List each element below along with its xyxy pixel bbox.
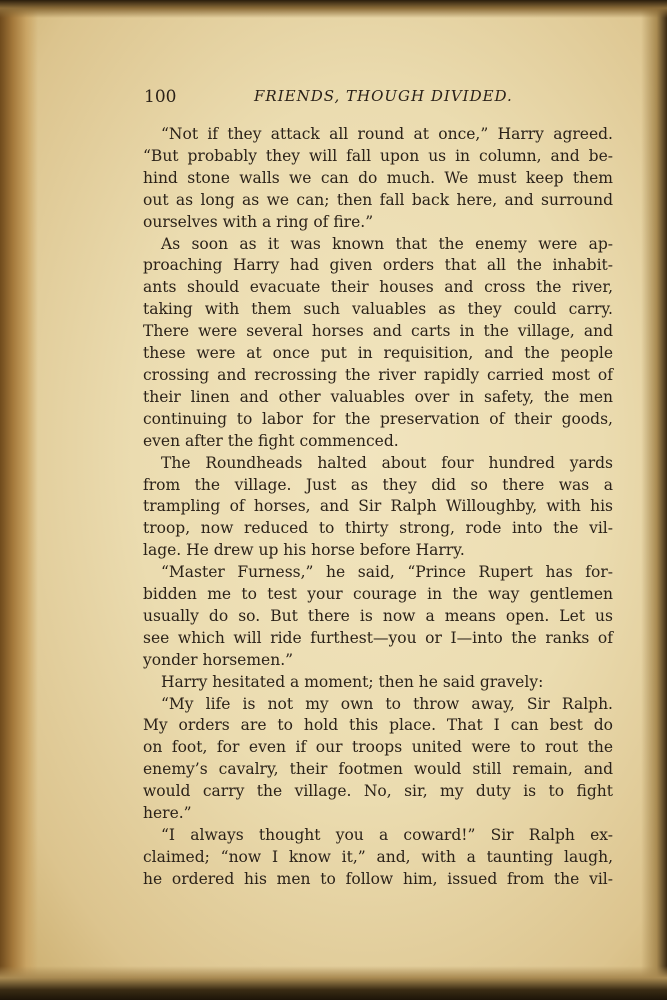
text-line: would carry the village. No, sir, my duty is to fight [143, 782, 613, 801]
text-line: he ordered his men to follow him, issued from the vil- [143, 869, 613, 888]
text-line: from the village. Just as they did so there was a [143, 475, 613, 494]
text-line: lage. He drew up his horse before Harry. [143, 541, 465, 560]
text-line: crossing and recrossing the river rapidly carried most of [143, 365, 613, 384]
text-line: claimed; “now I know it,” and, with a taunting laugh, [143, 847, 613, 866]
page-number: 100 [144, 87, 177, 107]
text-line: “I always thought you a coward!” Sir Ralph ex- [161, 826, 613, 844]
text-line: “But probably they will fall upon us in column, and be- [143, 146, 613, 165]
text-line: “My life is not my own to throw away, Sir Ralph. [161, 694, 613, 713]
body-text [143, 124, 613, 891]
text-line: these were at once put in requisition, and the people [143, 344, 613, 363]
text-line: here.” [143, 804, 192, 823]
page-edge-top [0, 0, 667, 18]
text-line: troop, now reduced to thirty strong, rode into the vil- [143, 519, 613, 538]
text-line: continuing to labor for the preservation of their goods, [143, 409, 613, 428]
text-line: hind stone walls we can do much. We must keep them [143, 168, 613, 187]
text-line: taking with them such valuables as they could carry. [143, 300, 613, 319]
text-line: even after the fight commenced. [143, 431, 399, 450]
page-header [144, 87, 614, 109]
text-line: There were several horses and carts in the village, and [143, 322, 613, 341]
text-line: ants should evacuate their houses and cross the river, [143, 278, 613, 297]
text-line: bidden me to test your courage in the way gentlemen [143, 585, 613, 604]
text-line: enemy’s cavalry, their footmen would still remain, and [143, 760, 613, 779]
text-line: usually do so. But there is now a means open. Let us [143, 606, 613, 625]
text-line: on foot, for even if our troops united were to rout the [143, 738, 613, 757]
text-line: see which will ride furthest—you or I—into the ranks of [143, 628, 613, 647]
page-edge-bottom [0, 966, 667, 1000]
text-line: ourselves with a ring of fire.” [143, 212, 374, 231]
text-line: “Master Furness,” he said, “Prince Rupert has for- [161, 563, 613, 582]
running-head: FRIENDS, THOUGH DIVIDED. [254, 87, 513, 105]
book-spine-shadow [0, 0, 38, 1000]
text-line: As soon as it was known that the enemy were ap- [161, 234, 613, 253]
text-line: their linen and other valuables over in safety, the men [143, 387, 613, 406]
text-line: yonder horsemen.” [143, 650, 294, 669]
text-line: trampling of horses, and Sir Ralph Willoughby, with his [143, 497, 613, 516]
text-line: The Roundheads halted about four hundred yards [161, 453, 613, 472]
text-line: “Not if they attack all round at once,” Harry agreed. [161, 125, 613, 143]
page-edge-right [641, 0, 667, 1000]
text-line: proaching Harry had given orders that all the inhabit- [143, 256, 613, 275]
text-line: My orders are to hold this place. That I can best do [143, 716, 613, 735]
text-line: Harry hesitated a moment; then he said gravely: [161, 672, 544, 691]
text-line: out as long as we can; then fall back here, and surround [143, 190, 613, 209]
